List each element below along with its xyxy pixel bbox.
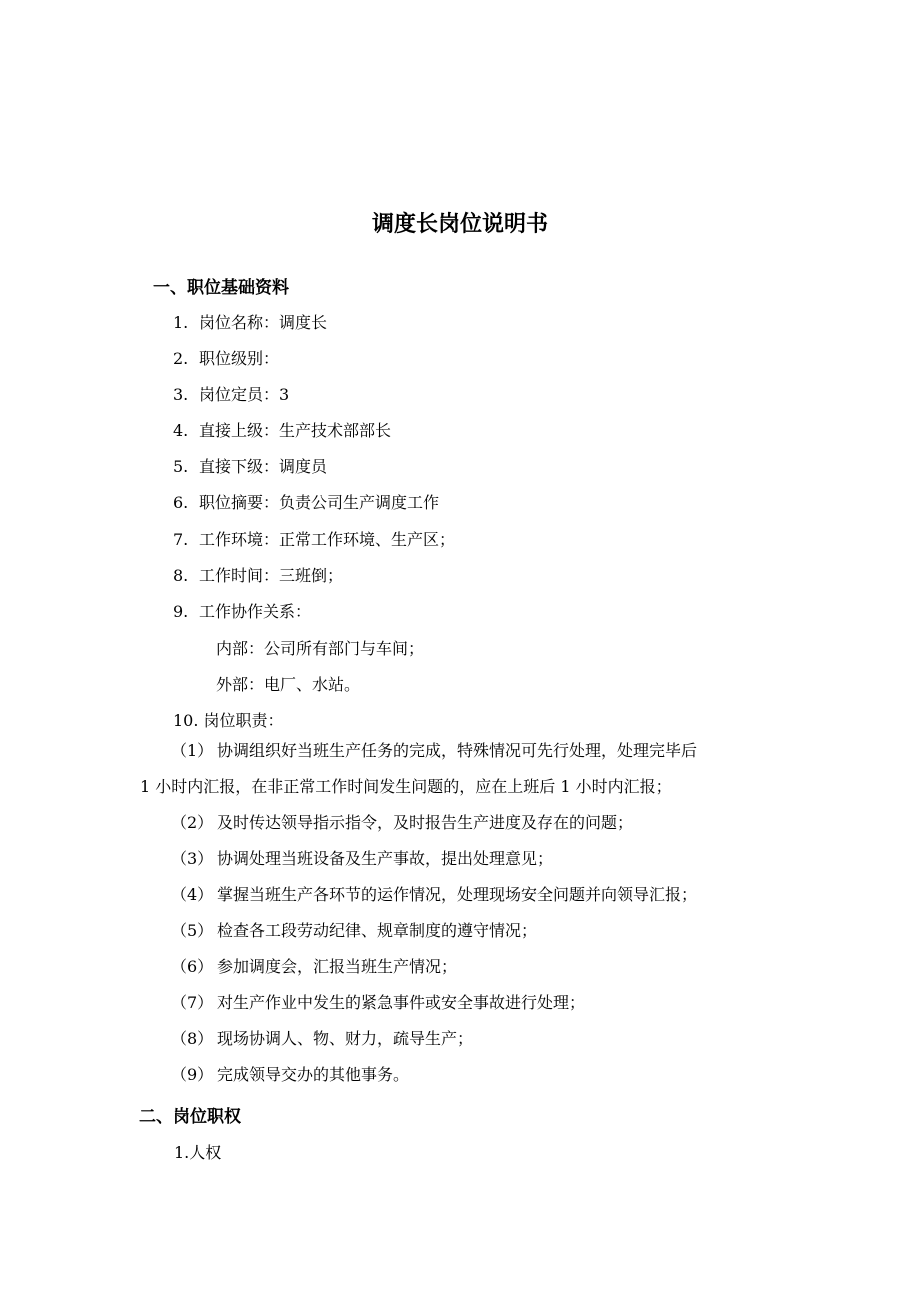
duty-number: （1） xyxy=(171,741,214,760)
list-item xyxy=(173,383,289,407)
list-item xyxy=(173,419,391,443)
item-number: 4. xyxy=(173,421,189,440)
item-number: 7. xyxy=(173,530,189,549)
duty-text: 协调组织好当班生产任务的完成，特殊情况可先行处理，处理完毕后 xyxy=(217,741,698,760)
item-number: 3. xyxy=(173,385,189,404)
duty-text: 参加调度会，汇报当班生产情况； xyxy=(217,957,458,976)
item-number: 5. xyxy=(173,457,189,476)
duty-number: （4） xyxy=(171,885,214,904)
duty-text: 完成领导交办的其他事务。 xyxy=(217,1065,410,1084)
duty-number: （2） xyxy=(171,813,214,832)
item-text: 工作时间：三班倒； xyxy=(199,566,344,585)
duty-item xyxy=(171,883,697,907)
duty-text: 及时传达领导指示指令，及时报告生产进度及存在的问题； xyxy=(217,813,634,832)
list-item xyxy=(173,491,439,515)
duty-text: 现场协调人、物、财力，疏导生产； xyxy=(217,1029,474,1048)
duty-item-continuation: 1 小时内汇报，在非正常工作时间发生问题的，应在上班后 1 小时内汇报； xyxy=(140,777,672,796)
item-number: 6. xyxy=(173,493,189,512)
list-item xyxy=(173,564,343,588)
duty-item xyxy=(171,991,585,1015)
list-item xyxy=(173,528,455,552)
duties-heading: 10. 岗位职责： xyxy=(173,711,284,730)
duty-item xyxy=(171,1027,473,1051)
duty-number: （9） xyxy=(171,1065,214,1084)
duty-number: （6） xyxy=(171,957,214,976)
item-text: 直接上级：生产技术部部长 xyxy=(199,421,392,440)
section-heading-basic-info: 一、职位基础资料 xyxy=(153,278,289,298)
duty-item xyxy=(171,847,553,871)
item-text: 岗位定员：3 xyxy=(199,385,290,404)
item-text: 职位摘要：负责公司生产调度工作 xyxy=(199,493,440,512)
relation-internal: 内部：公司所有部门与车间； xyxy=(216,639,425,658)
relation-external: 外部：电厂、水站。 xyxy=(216,675,361,694)
item-number: 2. xyxy=(173,349,189,368)
list-item: 1.人权 xyxy=(174,1143,222,1162)
item-text: 工作环境：正常工作环境、生产区； xyxy=(199,530,456,549)
list-item xyxy=(173,600,311,624)
duty-text: 对生产作业中发生的紧急事件或安全事故进行处理； xyxy=(217,993,586,1012)
item-number: 9. xyxy=(173,602,189,621)
list-item xyxy=(173,347,279,371)
duty-number: （8） xyxy=(171,1029,214,1048)
duty-text: 协调处理当班设备及生产事故，提出处理意见； xyxy=(217,849,554,868)
item-text: 岗位名称：调度长 xyxy=(199,313,328,332)
duty-number: （7） xyxy=(171,993,214,1012)
section-heading-authority: 二、岗位职权 xyxy=(139,1107,241,1127)
list-item xyxy=(173,455,327,479)
document-title: 调度长岗位说明书 xyxy=(371,212,548,237)
duty-text: 检查各工段劳动纪律、规章制度的遵守情况； xyxy=(217,921,538,940)
duty-number: （5） xyxy=(171,921,214,940)
list-item xyxy=(173,311,327,335)
item-number: 8. xyxy=(173,566,189,585)
item-number: 1. xyxy=(173,313,189,332)
duty-text: 掌握当班生产各环节的运作情况，处理现场安全问题并向领导汇报； xyxy=(217,885,698,904)
item-text: 直接下级：调度员 xyxy=(199,457,328,476)
item-text: 工作协作关系： xyxy=(199,602,312,621)
item-text: 职位级别： xyxy=(199,349,280,368)
duty-item xyxy=(171,919,537,943)
duty-item xyxy=(171,739,697,763)
duty-number: （3） xyxy=(171,849,214,868)
duty-item xyxy=(171,1063,409,1087)
duty-item xyxy=(171,811,633,835)
duty-item xyxy=(171,955,457,979)
